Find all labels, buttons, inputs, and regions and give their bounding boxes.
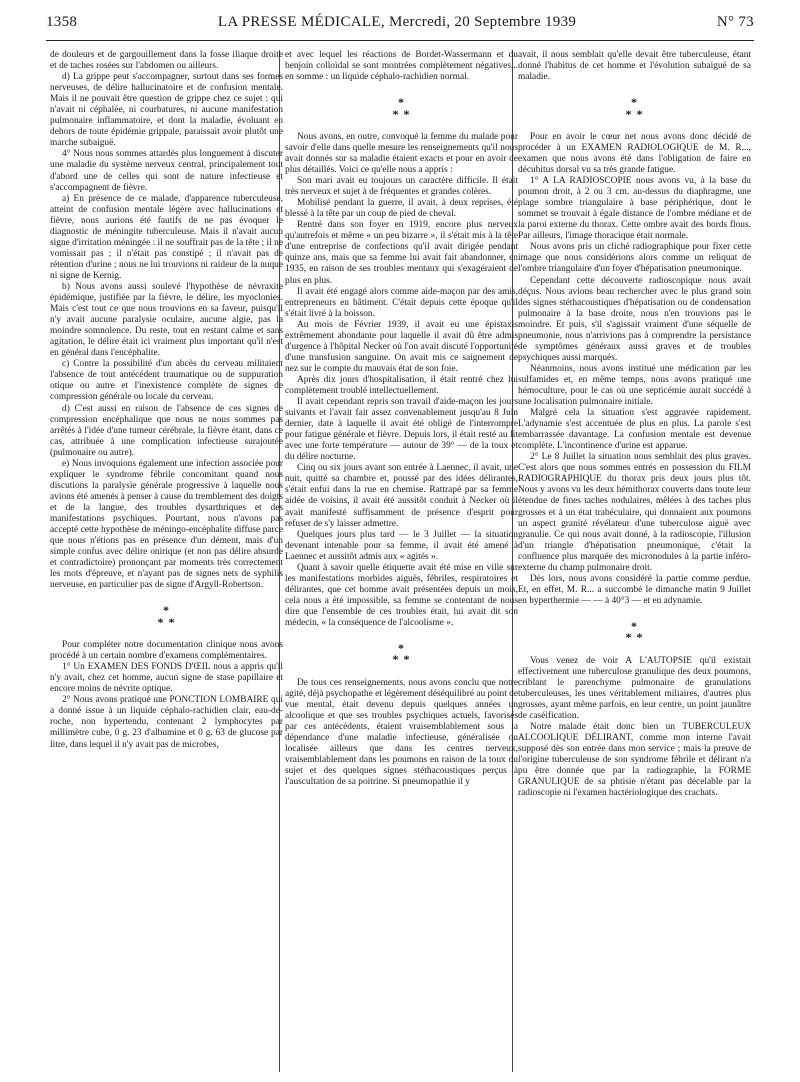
- paragraph: Il avait cependant repris son travail d'aide-maçon les jours suivants et l'avait fait assez convenablement jusqu'au 8 Juin dernier, date à laquelle il avait été obligé de l'interrompre pour fatigue générale et fièvre. Depuis lors, il était resté au lit avec une forte température — autour de 39° — de la toux et du délire nocturne.: [285, 397, 518, 463]
- paragraph: Malgré cela la situation s'est aggravée rapidement. L'adynamie s'est accentuée de plus en plus. La parole s'est embarrassée davantage. La confusion mentale est devenue complète. L'incontinence d'urine est apparue.: [518, 408, 751, 452]
- asterism-top: *: [398, 641, 405, 656]
- paragraph: Notre malade était donc bien un TUBERCULEUX ALCOOLIQUE DÉLIRANT, comme mon interne l'avait supposé dès son entrée dans mon service ; mais la preuve de l'origine tuberculeuse de son syndrome fébrile et délirant n'a pu être donnée que par la radiographie, la FORME GRANULIQUE de sa phtisie n'étant pas décelable par la radioscopie ni l'examen bactériologique des crachats.: [518, 722, 751, 799]
- issue-number: N° 73: [716, 14, 754, 30]
- asterism-bottom: * *: [392, 106, 411, 121]
- header-title: LA PRESSE MÉDICALE, Mercredi, 20 Septembre 1939: [217, 14, 577, 30]
- asterism-bottom: * *: [625, 106, 644, 121]
- paragraph: e) Nous invoquions également une infection associée pour expliquer le syndrome fébrile concomitant quand nous discutions la paralysie générale progressive à laquelle nous avions été amenés à penser à cause du tremblement des doigts et de la langue, des troubles dysarthriques et des manifestations psychiques. Pourtant, nous n'avons pas accepté cette hypothèse de méningo-encéphalite diffuse parce que nous n'étions pas en présence d'un dément, mais d'un simple confus avec délire onirique (et non pas délire absurde et contradictoire) prononçant par moments très correctement les mots d'épreuve, et n'ayant pas de signes nets de syphilis nerveuse, en particulier pas de signe d'Argyll-Robertson.: [50, 458, 283, 591]
- paragraph: Quant à savoir quelle étiquette avait été mise en ville sur les manifestations morbides aiguës, fébriles, respiratoires et délirantes, que cet homme avait présentées depuis un mois, cela nous a été impossible, sa femme se contentant de nous dire que l'ensemble de ces troubles était, lui avait dit son médecin, « la conséquence de l'alcoolisme ».: [285, 562, 518, 628]
- paragraph: Nous avons pris un cliché radiographique pour fixer cette image que nous considérions alors comme un reliquat de l'ombre triangulaire d'un foyer d'hépatisation pneumonique.: [518, 242, 751, 275]
- text-column-1: [50, 50, 283, 1074]
- paragraph: de douleurs et de gargouillement dans la fosse iliaque droite et de taches rosées sur l'abdomen ou ailleurs.: [50, 50, 283, 72]
- page-header: [46, 14, 754, 41]
- asterism-top: *: [398, 95, 405, 110]
- paragraph: et avec lequel les réactions de Bordet-Wassermann et du benjoin colloïdal se sont montrées complètement négatives... en somme : un liquide céphalo-rachidien normal.: [285, 50, 518, 83]
- paragraph: Dès lors, nous avons considéré la partie comme perdue. Et, en effet, M. R... a succombé le dimanche matin 9 Juillet en hyperthermie — — à 40°3 — et en adynamie.: [518, 573, 751, 606]
- asterism-bottom: * *: [625, 630, 644, 645]
- journal-name: LA PRESSE MÉDICALE: [217, 14, 381, 30]
- paragraph: c) Contre la possibilité d'un abcès du cerveau militaient l'absence de tout antécédent traumatique ou de suppuration otique ou autre et l'inexistence complète de signes de compression générale ou locale du cerveau.: [50, 359, 283, 403]
- section-separator: [285, 643, 518, 666]
- asterism-bottom: * *: [157, 614, 176, 629]
- asterism-top: *: [631, 618, 638, 633]
- section-separator: [518, 97, 751, 120]
- asterism-top: *: [631, 95, 638, 110]
- paragraph: 1° A LA RADIOSCOPIE nous avons vu, à la base du poumon droit, à 2 ou 3 cm. au-dessus du diaphragme, une plage sombre triangulaire à base périphérique, dont le sommet se trouvait à égale distance de l'ombre médiane et de la paroi externe du thorax. Cette ombre avait des bords flous. Par ailleurs, l'image thoracique était normale.: [518, 176, 751, 242]
- paragraph: Cinq ou six jours avant son entrée à Laennec, il avait, une nuit, quitté sa chambre et, poussé par des idées délirantes, s'était enfui dans la rue en chemise. Rattrapé par sa femme aidée de voisins, il avait été aussitôt conduit à Necker où il avait manifesté suffisamment de présence d'esprit pour refuser de s'y laisser admettre.: [285, 463, 518, 529]
- paragraph: Pour compléter notre documentation clinique nous avons procédé à un certain nombre d'examens complémentaires.: [50, 640, 283, 662]
- paragraph: Au mois de Février 1939, il avait eu une épistaxis extrêmement abondante pour laquelle il avait dû être admis d'urgence à l'hôpital Necker où l'on avait discuté l'opportunité d'une transfusion sanguine. On avait mis ce saignement de nez sur le compte du mauvais état de son foie.: [285, 319, 518, 374]
- section-separator: [518, 618, 751, 645]
- paragraph: 4° Nous nous sommes attardés plus longuement à discuter une maladie du système nerveux central, principalement tout d'abord une de celles qui sont de nature infectieuse et s'accompagnent de fièvre.: [50, 149, 283, 193]
- asterism-bottom: * *: [392, 652, 411, 667]
- paragraph: Nous avons, en outre, convoqué la femme du malade pour savoir d'elle dans quelle mesure les renseignements qu'il nous avait donnés sur sa maladie étaient exacts et pour en avoir de plus détaillés. Voici ce qu'elle nous a appris :: [285, 131, 518, 176]
- paragraph: avait, il nous semblait qu'elle devait être tuberculeuse, étant donné l'habitus de cet homme et l'évolution subaiguë de sa maladie.: [518, 50, 751, 83]
- paragraph: d) La grippe peut s'accompagner, surtout dans ses formes nerveuses, de délire hallucinatoire et de confusion mentale. Mais il ne pouvait être question de grippe chez ce sujet : qui n'avait ni céphalée, ni courbatures, ni aucune manifestation pulmonaire inflammatoire, et dont la maladie, évoluant en dehors de toute épidémie grippale, paraissait avoir plutôt une marche subaiguë.: [50, 72, 283, 149]
- section-separator: [50, 605, 283, 628]
- paragraph: De tous ces renseignements, nous avons conclu que notre agité, déjà psychopathe et légèrement déséquilibré au point de vue mental, était devenu depuis quelques années un alcoolique et que ses troubles psychiques actuels, favorisés par ces antécédents, étaient vraisemblablement sous la dépendance d'une maladie infectieuse, généralisée ou localisée ailleurs que dans les centres nerveux, vraisemblablement dans les poumons en raison de la toux du sujet et des quelques signes stéthacoustiques perçus à l'auscultation de sa poitrine. Si pneumopathie il y: [285, 677, 518, 788]
- paragraph: Son mari avait eu toujours un caractère difficile. Il était très nerveux et sujet à de fréquentes et grandes colères.: [285, 176, 518, 198]
- text-column-2: [285, 50, 518, 1074]
- paragraph: Quelques jours plus tard — le 3 Juillet — la situation devenant intenable pour sa femme, il avait été amené à Laennec et aussitôt admis aux « agités ».: [285, 529, 518, 562]
- paragraph: b) Nous avons aussi soulevé l'hypothèse de névraxite épidémique, justifiée par la fièvre, le délire, les myoclonies. Mais c'est tout ce que nous trouvions en sa faveur, puisqu'il n'y avait aucune paralysie oculaire, aucune algie, pas la moindre somnolence. Du reste, tout en restant calme et sans agitation, le délire était ici vraiment plus important qu'il n'est en général dans l'encéphalite.: [50, 281, 283, 359]
- paragraph: Mobilisé pendant la guerre, il avait, à deux reprises, été blessé à la tête par un coup de pied de cheval.: [285, 198, 518, 220]
- paragraph: Néanmoins, nous avons institué une médication par les sulfamides et, en même temps, nous avons pratiqué une hémoculture, pour le cas où une septicémie aurait succédé à une localisation pulmonaire initiale.: [518, 363, 751, 408]
- page-number: 1358: [46, 14, 78, 30]
- asterism-top: *: [163, 603, 170, 618]
- paragraph: Cependant cette découverte radioscopique nous avait déçus. Nous avions beau rechercher avec le plus grand soin des signes stéthacoustiques d'hépatisation ou de condensation pulmonaire à la base droite, nous n'en trouvions pas le moindre. Et puis, s'il s'agissait vraiment d'une séquelle de pneumonie, nous n'arrivions pas à comprendre la persistance de symptômes généraux aussi graves et de troubles psychiques aussi marqués.: [518, 275, 751, 363]
- section-separator: [285, 97, 518, 120]
- paragraph: Pour en avoir le cœur net nous avons donc décidé de procéder à un EXAMEN RADIOLOGIQUE de M. R..., examen que nous avons été dans l'obligation de faire en décubitus dorsal vu sa très grande fatigue.: [518, 131, 751, 176]
- paragraph: Il avait été engagé alors comme aide-maçon par des amis, entrepreneurs en bâtiment. C'était depuis cette époque qu'il s'était livré à la boisson.: [285, 286, 518, 319]
- paragraph: 2° Le 8 Juillet la situation nous semblait des plus graves. C'est alors que nous sommes entrés en possession du FILM RADIOGRAPHIQUE du thorax pris deux jours plus tôt. Nous y avons vu les deux hémithorax couverts dans toute leur étendue de fines taches nodulaires, mêlées à des taches plus grosses et à un état trabéculaire, qui donnaient aux poumons un aspect granité révélateur d'une tuberculose aiguë avec granulie. Ce qui nous avait donné, à la radioscopie, l'illusion d'un triangle d'hépatisation pneumonique, c'était la confluence plus marquée des micronodules à la partie inféro-externe du champ pulmonaire droit.: [518, 452, 751, 573]
- paragraph: Rentré dans son foyer en 1919, encore plus nerveux qu'autrefois et même « un peu bizarre », il s'était mis à la tête d'une entreprise de confections qu'il avait dirigée pendant quinze ans, mais que sa femme lui avait fait abandonner, en 1935, en raison de ses troubles mentaux qui s'exagéraient de plus en plus.: [285, 220, 518, 286]
- paragraph: Après dix jours d'hospitalisation, il était rentré chez lui complètement troublé intellectuellement.: [285, 374, 518, 396]
- paragraph: a) En présence de ce malade, d'apparence tuberculeuse, atteint de confusion mentale légère avec hallucinations et fièvre, nous aurions été fautifs de ne pas évoquer le diagnostic de méningite tuberculeuse. Mais il n'avait aucun signe d'irritation méningée : il ne souffrait pas de la tête ; il ne vomissait pas ; il n'était pas constipé ; il n'avait pas de rétention d'urine ; nous ne lui trouvions ni raideur de la nuque ni signe de Kernig.: [50, 193, 283, 281]
- paragraph: 1° Un EXAMEN DES FONDS D'ŒIL nous a appris qu'il n'y avait, chez cet homme, aucun signe de stase papillaire et encore moins de névrite optique.: [50, 662, 283, 695]
- paragraph: 2° Nous avons pratiqué une PONCTION LOMBAIRE qui a donné issue à un liquide céphalo-rachidien clair, eau-de-roche, non hypertendu, contenant 2 lymphocytes par millimètre cube, 0 g. 23 d'albumine et 0 g. 63 de glucose par litre, dans lequel il n'y avait pas de microbes,: [50, 695, 283, 750]
- paragraph: Vous venez de voir A L'AUTOPSIE qu'il existait effectivement une tuberculose granulique des deux poumons, criblant le parenchyme pulmonaire de granulations tuberculeuses, les unes véritablement miliaires, d'autres plus grosses, ayant même parfois, en leur centre, un point jaunâtre de caséification.: [518, 655, 751, 721]
- issue-date: Mercredi, 20 Septembre 1939: [388, 14, 577, 30]
- paragraph: d) C'est aussi en raison de l'absence de ces signes de compression encéphalique que nous ne nous sommes pas arrêtés à l'idée d'une tumeur cérébrale, la fièvre étant, dans ce cas, attribuée à une complication infectieuse surajoutée (pulmonaire ou autre).: [50, 403, 283, 458]
- text-column-3: [518, 50, 751, 1074]
